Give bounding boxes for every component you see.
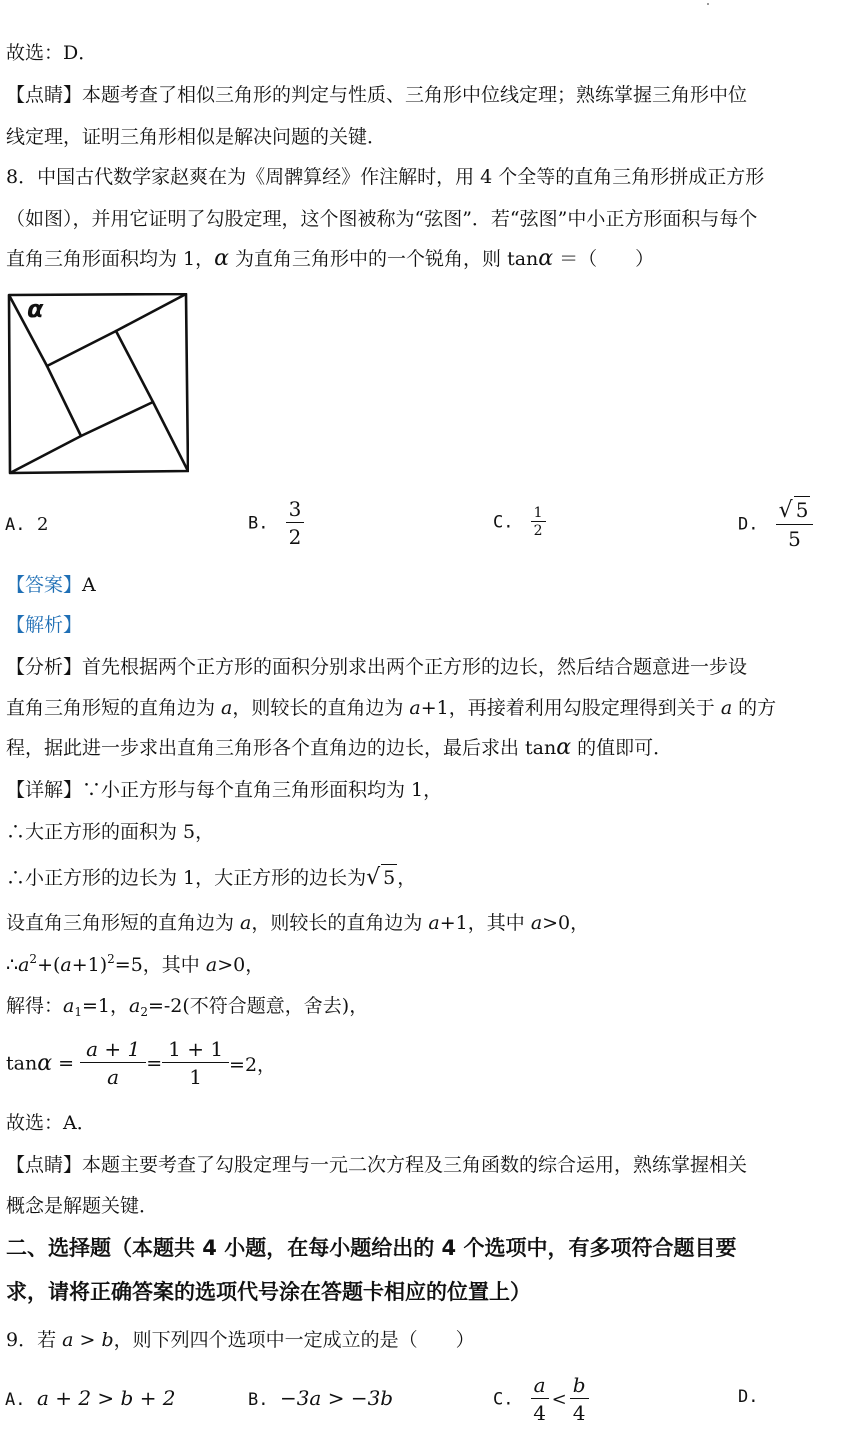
detail-conclusion: 故选：A． [6,1112,96,1134]
comment2-line-2: 概念是解题关键． [6,1195,159,1217]
comment-tag: 【点睛】 [6,84,83,106]
section-2-heading-line-2: 求，请将正确答案的选项代号涂在答题卡相应的位置上） [6,1280,531,1304]
question-8-line-2: （如图），并用它证明了勾股定理，这个图被称为“弦图”．若“弦图”中小正方形面积与每个 [6,208,758,230]
fenxi-line-2: 直角三角形短的直角边为 a，则较长的直角边为 a+1，再接着利用勾股定理得到关于 a 的方 [6,697,777,719]
comment2-line-1: 【点睛】本题主要考查了勾股定理与一元二次方程及三角函数的综合运用，熟练掌握相关 [6,1154,748,1176]
q9-option-a[interactable]: A. a + 2 > b + 2 [5,1386,176,1410]
question-8-line-3: 直角三角形面积均为 1，α 为直角三角形中的一个锐角，则 tanα ＝（ ） [6,246,655,271]
fraction-a-over-4: $\frac{a}{4}$ [531,1372,549,1427]
fraction-a-plus-1-over-a: $\frac{a + 1}{a}$ [80,1036,146,1091]
fraction-sqrt5-5: $\frac{√ 5}{5}$ [776,496,814,553]
sqrt-sign: √ [366,865,381,890]
fraction-b-over-4: $\frac{b}{4}$ [570,1372,589,1427]
q8-option-b[interactable]: B. $\frac{3}{2}$ [248,496,304,551]
fenxi-line-3: 程，据此进一步求出直角三角形各个直角边的边长，最后求出 tanα 的值即可． [6,735,673,760]
q9-option-c[interactable]: C. $\frac{a}{4}$ < $\frac{b}{4}$ [493,1372,589,1427]
detail-line-5: $\therefore a^2+(a+1)^2=5$，其中 a>0， [6,952,265,976]
comment-line-2: 线定理，证明三角形相似是解决问题的关键． [6,126,387,148]
q9-option-b[interactable]: B. −3a > −3b [248,1386,394,1410]
detail-line-3: ∴小正方形的边长为 1，大正方形的边长为√ 5 ， [6,865,417,890]
fenxi-line-1: 【分析】首先根据两个正方形的面积分别求出两个正方形的边长，然后结合题意进一步设 [6,656,748,678]
detail-line-6: 解得：$a_1=1$，$a_2=-2$(不符合题意，舍去)， [6,995,369,1019]
comment-line-1: 【点睛】本题考查了相似三角形的判定与性质、三角形中位线定理；熟练掌握三角形中位 [6,84,748,106]
tan-equation: tanα = $\frac{a + 1}{a}$ = $\frac{1 + 1}{1}$ =2， [6,1037,277,1089]
detail-line-1: 【详解】∵小正方形与每个直角三角形面积均为 1， [6,779,443,801]
q9-option-d[interactable]: D. [738,1387,759,1407]
xian-diagram [7,293,189,475]
fraction-2-over-1: $\frac{1 + 1}{1}$ [162,1036,229,1091]
scan-speck [707,3,709,5]
analysis-tag: 【解析】 [6,614,83,636]
inner-square [47,331,153,436]
detail-line-4: 设直角三角形短的直角边为 a，则较长的直角边为 a+1，其中 a>0， [6,912,590,934]
answer-tag: 【答案】 [6,574,83,596]
detail-line-2: ∴大正方形的面积为 5， [6,821,215,843]
q8-option-a[interactable]: A. 2 [5,514,49,535]
q8-option-c[interactable]: C. $\frac{1}{2}$ [493,505,546,540]
q8-option-d[interactable]: D. $\frac{√ 5}{5}$ [738,496,813,553]
question-8-line-1: 8．中国古代数学家赵爽在为《周髀算经》作注解时，用 4 个全等的直角三角形拼成正方形 [6,166,765,188]
conclusion-line: 故选：D． [6,42,98,64]
question-9-line: 9．若 a > b，则下列四个选项中一定成立的是（ ） [6,1329,475,1351]
fraction-1-2: $\frac{1}{2}$ [531,505,546,540]
alpha-label: α [27,295,44,323]
fraction-3-2: $\frac{3}{2}$ [286,496,305,551]
section-2-heading-line-1: 二、选择题（本题共 4 小题，在每小题给出的 4 个选项中，有多项符合题目要 [6,1236,737,1260]
answer-line: 【答案】A [6,574,96,596]
sqrt-sign: √ [778,498,793,523]
